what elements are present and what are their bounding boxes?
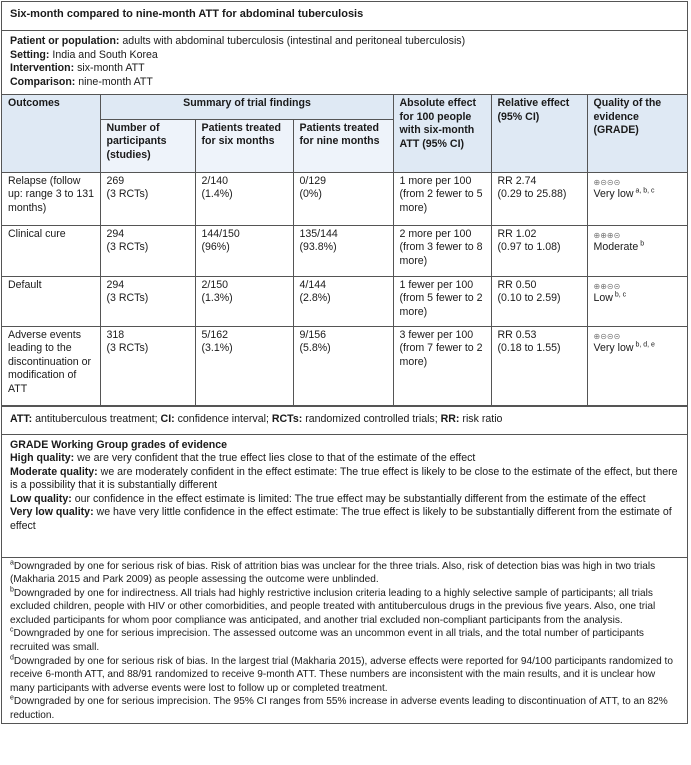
- six-month-count: 2/150: [201, 278, 229, 291]
- comparison-label: Comparison:: [10, 75, 76, 88]
- header-absolute: Absolute effect for 100 people with six-month ATT (95% CI): [393, 95, 491, 172]
- grade-heading: GRADE Working Group grades of evidence: [10, 438, 228, 451]
- abbr-term: ATT:: [10, 412, 33, 425]
- footnote-mark: e: [10, 695, 14, 703]
- grade-item-low: [10, 493, 679, 507]
- grade-text: we have very little confidence in the effect estimate: The true effect is likely to be substantially different from the estimate of effect: [10, 506, 672, 532]
- nine-month-cell: [293, 276, 393, 326]
- relative-effect-cell: [491, 172, 587, 225]
- table-title: Six-month compared to nine-month ATT for abdominal tuberculosis: [2, 2, 687, 31]
- studies-count: (3 RCTs): [106, 292, 149, 304]
- footnote-d: [10, 655, 679, 696]
- footnote-text: Downgraded by one for serious imprecision. The assessed outcome was an uncommon event in all trials, and the total number of participants recruited was small.: [10, 628, 644, 654]
- footnote-text: Downgraded by one for serious risk of bias. Risk of attrition bias was unclear for the three trials. Also, risk of detection bias was high in two trials (Makharia 2015 and Park 2009) as people assessing the outcome were unblinded.: [10, 560, 656, 586]
- quality-footnote-refs: b: [638, 239, 645, 247]
- grade-symbols-icon: ⊕⊕⊝⊝: [593, 281, 621, 291]
- participants-count: 294: [106, 278, 125, 291]
- header-relative: Relative effect (95% CI): [491, 95, 587, 172]
- quality-cell: [587, 276, 687, 326]
- risk-ratio: RR 2.74: [497, 174, 537, 187]
- summary-of-findings-table: [1, 1, 688, 724]
- relative-effect-cell: [491, 276, 587, 326]
- risk-ratio: RR 1.02: [497, 227, 537, 240]
- patient-line: [10, 35, 679, 49]
- risk-ratio: RR 0.53: [497, 328, 537, 341]
- table-row: [2, 225, 687, 276]
- abbr-def: antituberculous treatment;: [32, 412, 161, 425]
- relative-effect-cell: [491, 326, 587, 405]
- six-month-pct: (96%): [201, 241, 230, 253]
- participants-cell: [100, 172, 195, 225]
- grade-item-moderate: [10, 466, 679, 493]
- nine-month-count: 9/156: [299, 328, 327, 341]
- absolute-effect-cell: 1 more per 100 (from 2 fewer to 5 more): [393, 172, 491, 225]
- abbr-def: risk ratio: [459, 412, 503, 425]
- grade-label: High quality:: [10, 452, 75, 464]
- footnote-text: Downgraded by one for serious imprecision. The 95% CI ranges from 55% increase in adverse events leading to discontinuation of ATT, to an 82% reduction.: [10, 696, 668, 722]
- setting-line: [10, 49, 679, 63]
- abbr-def: confidence interval;: [174, 412, 272, 425]
- abbr-term: RCTs:: [271, 412, 303, 425]
- nine-month-pct: (5.8%): [299, 342, 331, 354]
- quality-label: Very low: [593, 341, 634, 354]
- six-month-pct: (1.3%): [201, 292, 233, 304]
- footnote-mark: d: [10, 654, 14, 662]
- quality-label: Low: [593, 291, 613, 304]
- footnote-mark: b: [10, 586, 14, 594]
- patient-label: Patient or population:: [10, 35, 120, 47]
- quality-label: Moderate: [593, 240, 639, 253]
- grade-label: Moderate quality:: [10, 465, 98, 478]
- table-row: [2, 276, 687, 326]
- nine-month-pct: (0%): [299, 188, 322, 200]
- outcome-cell: Default: [2, 276, 100, 326]
- comparison-value: nine-month ATT: [75, 75, 153, 88]
- abbreviations-line: [2, 407, 687, 435]
- absolute-effect-cell: 2 more per 100 (from 3 fewer to 8 more): [393, 225, 491, 276]
- nine-month-cell: [293, 225, 393, 276]
- header-outcomes: Outcomes: [2, 95, 100, 172]
- participants-cell: [100, 276, 195, 326]
- risk-ratio: RR 0.50: [497, 278, 537, 291]
- risk-ratio-ci: (0.18 to 1.55): [497, 342, 561, 354]
- footnote-mark: c: [10, 627, 14, 635]
- quality-cell: [587, 172, 687, 225]
- six-month-cell: [195, 326, 293, 405]
- nine-month-pct: (2.8%): [299, 292, 331, 304]
- studies-count: (3 RCTs): [106, 241, 149, 253]
- intervention-label: Intervention:: [10, 62, 75, 75]
- outcome-cell: Relapse (follow up: range 3 to 131 months): [2, 172, 100, 225]
- nine-month-cell: [293, 326, 393, 405]
- patient-value: adults with abdominal tuberculosis (intestinal and peritoneal tuberculosis): [119, 35, 466, 47]
- footnote-c: [10, 627, 679, 654]
- comparison-line: [10, 76, 679, 90]
- footnote-a: [10, 560, 679, 587]
- setting-label: Setting:: [10, 48, 50, 61]
- six-month-count: 5/162: [201, 328, 229, 341]
- grade-item-very-low: [10, 506, 679, 533]
- intervention-line: [10, 62, 679, 76]
- quality-cell: [587, 326, 687, 405]
- grade-text: we are very confident that the true effect lies close to that of the estimate of the effect: [74, 452, 476, 464]
- nine-month-pct: (93.8%): [299, 241, 337, 253]
- footnote-text: Downgraded by one for indirectness. All trials had highly restrictive inclusion criteria leading to a highly selective sample of participants; all trials excluded children, people with HIV or other comorbidities, and people treated with antituberculous drugs in the previous five years. Also, one trial excluded participants for whom poor compliance was anticipated, and another trial excluded non-compliant participants from the analysis.: [10, 587, 656, 626]
- header-summary: Summary of trial findings: [100, 95, 393, 119]
- absolute-effect-cell: 1 fewer per 100 (from 5 fewer to 2 more): [393, 276, 491, 326]
- grade-text: our confidence in the effect estimate is limited: The true effect may be substantially different from the estimate of the effect: [71, 492, 646, 505]
- header-six-months: Patients treated for six months: [195, 119, 293, 172]
- six-month-count: 144/150: [201, 227, 240, 240]
- quality-footnote-refs: b, d, e: [633, 340, 655, 348]
- six-month-cell: [195, 225, 293, 276]
- population-block: [2, 31, 687, 95]
- grade-definitions: [2, 435, 687, 558]
- relative-effect-cell: [491, 225, 587, 276]
- risk-ratio-ci: (0.10 to 2.59): [497, 292, 561, 304]
- outcome-cell: Adverse events leading to the discontinuation or modification of ATT: [2, 326, 100, 405]
- outcome-cell: Clinical cure: [2, 225, 100, 276]
- grade-label: Low quality:: [10, 492, 72, 505]
- quality-footnote-refs: a, b, c: [633, 186, 655, 194]
- six-month-pct: (3.1%): [201, 342, 233, 354]
- six-month-count: 2/140: [201, 174, 229, 187]
- grade-item-high: [10, 452, 679, 466]
- grade-symbols-icon: ⊕⊕⊕⊝: [593, 230, 621, 240]
- nine-month-count: 0/129: [299, 174, 327, 187]
- footnote-e: [10, 695, 679, 722]
- footnote-text: Downgraded by one for serious risk of bias. In the largest trial (Makharia 2015), adverse effects were reported for 94/100 participants randomized to receive 6-month ATT, and 88/91 randomized to receive 9-month ATT. These numbers are inconsistent with the main results, and it is unclear how many participants with adverse events were lost to follow up or completed treatment.: [10, 655, 673, 694]
- nine-month-count: 135/144: [299, 227, 338, 240]
- grade-symbols-icon: ⊕⊝⊝⊝: [593, 177, 621, 187]
- footnote-mark: a: [10, 559, 14, 567]
- risk-ratio-ci: (0.97 to 1.08): [497, 241, 561, 253]
- header-quality: Quality of the evidence (GRADE): [587, 95, 687, 172]
- header-participants: Number of participants (studies): [100, 119, 195, 172]
- nine-month-count: 4/144: [299, 278, 327, 291]
- nine-month-cell: [293, 172, 393, 225]
- findings-section: [2, 95, 687, 407]
- absolute-effect-cell: 3 fewer per 100 (from 7 fewer to 2 more): [393, 326, 491, 405]
- intervention-value: six-month ATT: [74, 62, 145, 75]
- six-month-cell: [195, 276, 293, 326]
- six-month-cell: [195, 172, 293, 225]
- findings-table: [2, 95, 687, 406]
- participants-cell: [100, 326, 195, 405]
- abbr-term: CI:: [160, 412, 175, 425]
- risk-ratio-ci: (0.29 to 25.88): [497, 188, 567, 200]
- participants-count: 318: [106, 328, 125, 341]
- studies-count: (3 RCTs): [106, 342, 149, 354]
- quality-footnote-refs: b, c: [612, 290, 627, 298]
- studies-count: (3 RCTs): [106, 188, 149, 200]
- header-nine-months: Patients treated for nine months: [293, 119, 393, 172]
- participants-count: 294: [106, 227, 125, 240]
- grade-symbols-icon: ⊕⊝⊝⊝: [593, 331, 621, 341]
- table-row: [2, 326, 687, 405]
- grade-text: we are moderately confident in the effect estimate: The true effect is likely to be close to the estimate of the effect, but there is a possibility that it is substantially different: [10, 465, 678, 491]
- setting-value: India and South Korea: [49, 48, 158, 61]
- quality-cell: [587, 225, 687, 276]
- grade-label: Very low quality:: [10, 506, 94, 518]
- quality-label: Very low: [593, 187, 634, 200]
- table-row: [2, 172, 687, 225]
- six-month-pct: (1.4%): [201, 188, 233, 200]
- participants-count: 269: [106, 174, 125, 187]
- abbr-def: randomized controlled trials;: [302, 412, 441, 425]
- footnote-b: [10, 587, 679, 628]
- abbr-term: RR:: [440, 412, 460, 425]
- participants-cell: [100, 225, 195, 276]
- footnotes: [2, 558, 687, 723]
